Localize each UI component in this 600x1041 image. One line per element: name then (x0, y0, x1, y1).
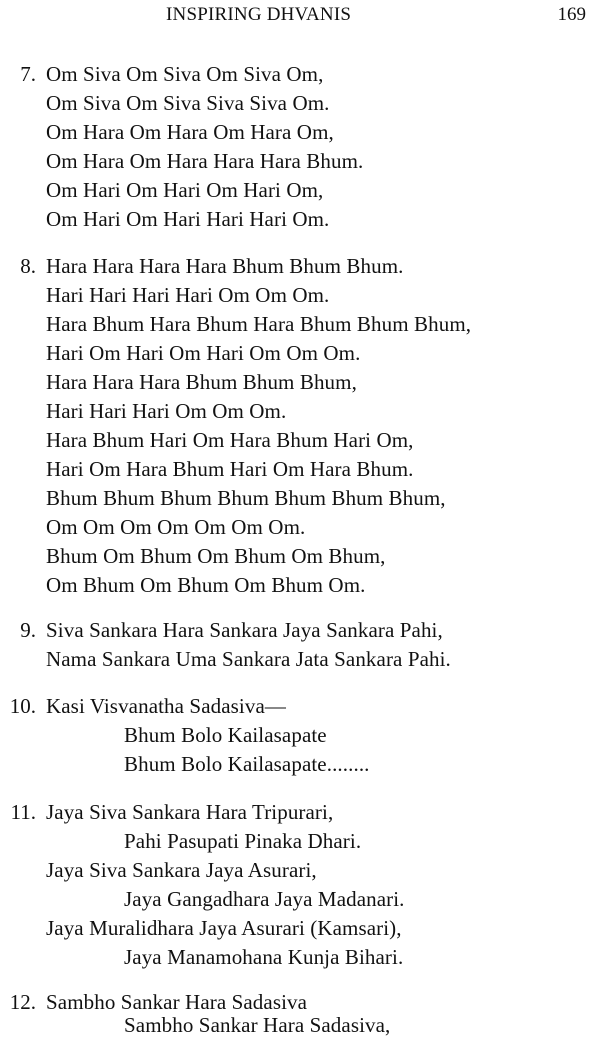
verse-line: Om Hari Om Hari Hari Hari Om. (46, 207, 330, 231)
verse-line: Om Hara Om Hara Om Hara Om, (46, 120, 334, 144)
verse-line-indented: Jaya Gangadhara Jaya Madanari. (124, 887, 405, 911)
verse-line-indented: Pahi Pasupati Pinaka Dhari. (124, 829, 362, 853)
verse-line: Kasi Visvanatha Sadasiva— (46, 694, 286, 718)
verse-line: Hara Hara Hara Hara Bhum Bhum Bhum. (46, 254, 404, 278)
verse-line: Om Bhum Om Bhum Om Bhum Om. (46, 573, 366, 597)
verse-number: 7. (20, 62, 36, 86)
page-number: 169 (557, 4, 586, 25)
verse-line-indented: Bhum Bolo Kailasapate........ (124, 752, 370, 776)
verse-line: Hari Hari Hari Hari Om Om Om. (46, 283, 330, 307)
verse-line: Hara Hara Hara Bhum Bhum Bhum, (46, 370, 357, 394)
verse-line: Om Siva Om Siva Siva Siva Om. (46, 91, 330, 115)
verse-line: Jaya Siva Sankara Hara Tripurari, (46, 800, 334, 824)
verse-line: Om Siva Om Siva Om Siva Om, (46, 62, 324, 86)
running-title: INSPIRING DHVANIS (166, 4, 352, 25)
verse-line: Hari Hari Hari Om Om Om. (46, 399, 287, 423)
verse-line: Siva Sankara Hara Sankara Jaya Sankara Pahi, (46, 618, 443, 642)
verse-line: Sambho Sankar Hara Sadasiva (46, 990, 308, 1014)
verse-line: Hari Om Hari Om Hari Om Om Om. (46, 341, 361, 365)
verse-line: Nama Sankara Uma Sankara Jata Sankara Pahi. (46, 647, 451, 671)
verse-line: Jaya Muralidhara Jaya Asurari (Kamsari), (46, 916, 402, 940)
verse-number: 12. (9, 990, 36, 1014)
verse-line-indented: Jaya Manamohana Kunja Bihari. (124, 945, 404, 969)
verse-line: Bhum Bhum Bhum Bhum Bhum Bhum Bhum, (46, 486, 446, 510)
verse-line-indented: Sambho Sankar Hara Sadasiva, (124, 1013, 391, 1037)
verse-number: 9. (20, 618, 36, 642)
verse-number: 8. (20, 254, 36, 278)
verse-number: 10. (9, 694, 36, 718)
verse-number: 11. (10, 800, 36, 824)
verse-line: Om Om Om Om Om Om Om. (46, 515, 306, 539)
verse-line: Hara Bhum Hara Bhum Hara Bhum Bhum Bhum, (46, 312, 472, 336)
verse-line: Hari Om Hara Bhum Hari Om Hara Bhum. (46, 457, 414, 481)
verse-line: Om Hara Om Hara Hara Hara Bhum. (46, 149, 364, 173)
verse-line: Bhum Om Bhum Om Bhum Om Bhum, (46, 544, 386, 568)
verse-line: Jaya Siva Sankara Jaya Asurari, (46, 858, 317, 882)
verse-line: Om Hari Om Hari Om Hari Om, (46, 178, 324, 202)
verse-line-indented: Bhum Bolo Kailasapate (124, 723, 327, 747)
verse-line: Hara Bhum Hari Om Hara Bhum Hari Om, (46, 428, 414, 452)
